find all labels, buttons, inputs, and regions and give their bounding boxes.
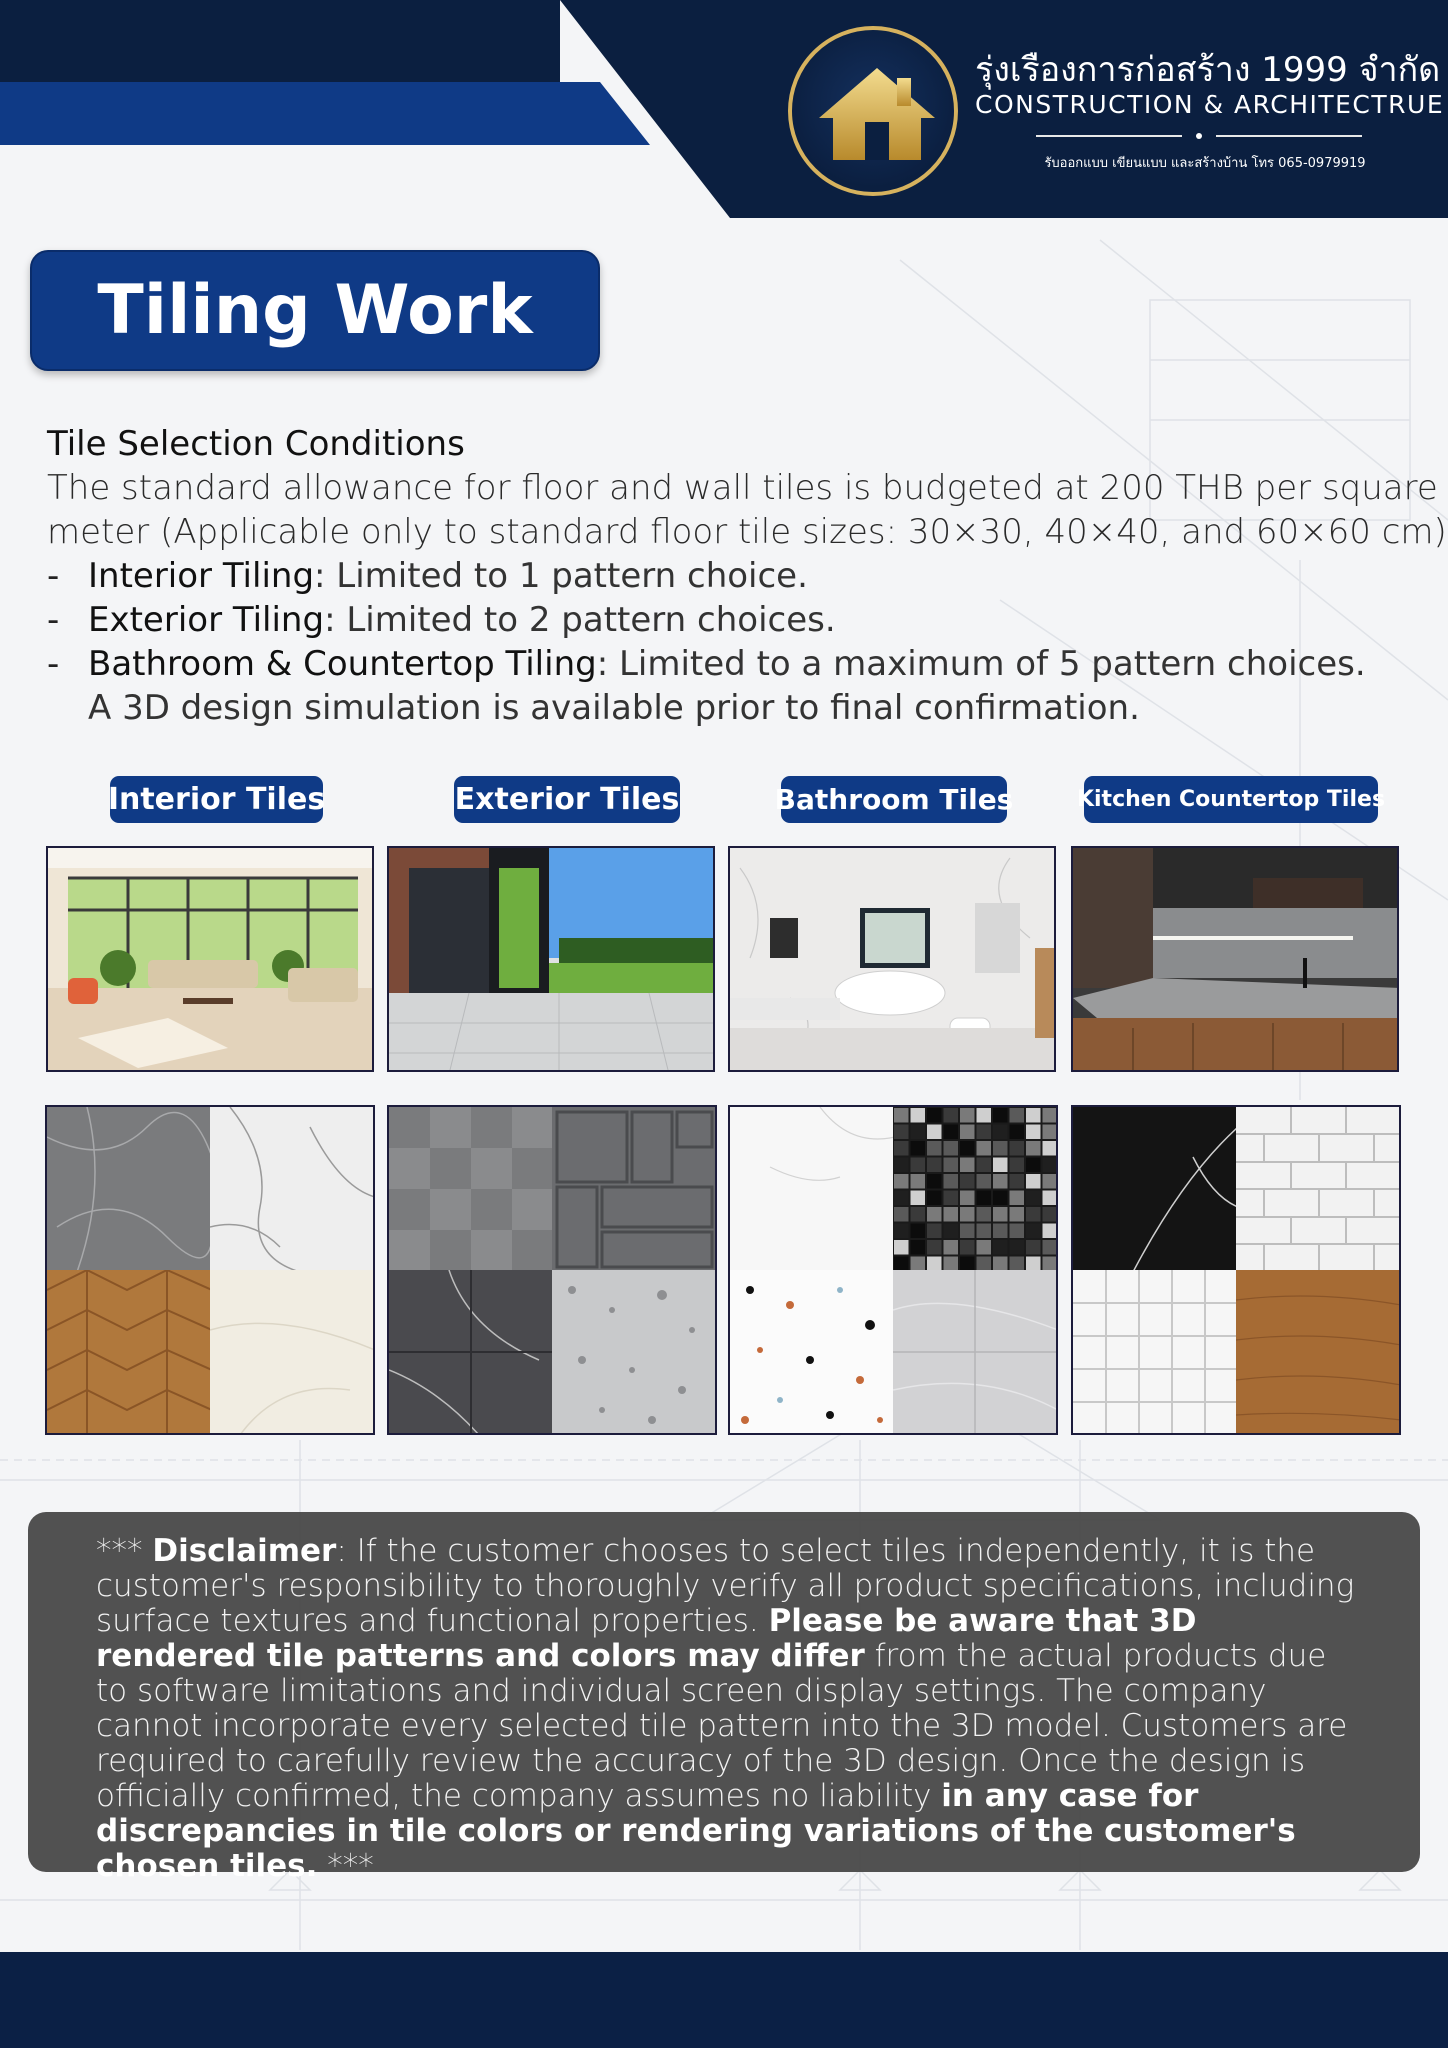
white-veined-tile [730,1107,893,1270]
black-marble-tile [1073,1107,1236,1270]
terrazzo-white-tile [730,1270,893,1433]
grey-marble-tile [47,1107,210,1270]
disclaimer-suffix: *** [317,1848,374,1884]
disclaimer-text-1: : If the customer chooses to select tiles independently, it is the customer's responsibility to thoroughly verify all product specifications, including surface textures and functional properties. [96,1533,1355,1639]
white-subway-tile [1236,1107,1399,1270]
condition-text: : Limited to a maximum of 5 pattern choices. [596,644,1366,684]
bathroom-photo [728,846,1056,1072]
conditions-line-2: meter (Applicable only to standard floor tile sizes: 30×30, 40×40, and 60×60 cm) [47,512,1447,552]
condition-text: : Limited to 2 pattern choices. [324,600,836,640]
bathroom-tile-samples [728,1105,1058,1435]
page-title-box [30,250,600,371]
grey-paver-tile [552,1107,715,1270]
company-name-thai: รุ่งเรืองการก่อสร้าง 1999 จำกัด [975,50,1441,90]
disclaimer-bold-1: Please be aware that 3D rendered tile patterns and colors may differ [96,1603,1197,1674]
disclaimer-label: Disclaimer [152,1533,337,1569]
company-logo [788,26,958,196]
disclaimer-bold-2: in any case for discrepancies in tile colors or rendering variations of the customer's chosen tiles. [96,1778,1296,1884]
terrazzo-grey-tile [552,1270,715,1433]
condition-label: Interior Tiling [88,556,315,596]
condition-label: Bathroom & Countertop Tiling [88,644,597,684]
conditions-line-1: The standard allowance for floor and wall tiles is budgeted at 200 THB per square [47,468,1438,508]
disclaimer-box [28,1512,1420,1884]
footer-bar [0,1952,1448,2048]
condition-label: Exterior Tiling [88,600,325,640]
condition-continuation: A 3D design simulation is available prior to final confirmation. [88,688,1140,728]
header-divider-dot [1196,133,1202,139]
dark-marble-tile [389,1270,552,1433]
disclaimer-text-2: from the actual products due to software limitations and individual screen display settings. The company cannot incorporate every selected tile pattern into the 3D model. Customers are required to carefully review the accuracy of the 3D design. Once the design is officially confirmed, the company assumes no liability [96,1638,1348,1814]
tile-conditions [47,422,1447,730]
category-label-exterior: Exterior Tiles [454,776,680,823]
bullet-dash: - [47,644,60,684]
exterior-tile-samples [387,1105,717,1435]
condition-item [47,598,1427,642]
exterior-patio-photo [387,846,715,1072]
category-label-bathroom: Bathroom Tiles [781,776,1007,823]
white-square-tile [1073,1270,1236,1433]
bullet-dash: - [47,556,60,596]
interior-room-photo [46,846,374,1072]
grey-checker-tile [389,1107,552,1270]
bullet-dash: - [47,600,60,640]
category-label-interior: Interior Tiles [110,776,323,823]
condition-text: : Limited to 1 pattern choice. [314,556,808,596]
company-tagline: รับออกแบบ เขียนแบบ และสร้างบ้าน โทร 065-0979919 [1044,156,1366,171]
condition-item [47,642,1427,686]
wood-grain-tile [1236,1270,1399,1433]
herringbone-wood-tile [47,1270,210,1433]
conditions-heading: Tile Selection Conditions [47,424,465,464]
white-marble-tile [210,1107,373,1270]
header-divider-left [1036,135,1182,137]
header-divider-right [1216,135,1362,137]
interior-tile-samples [45,1105,375,1435]
black-mosaic-tile [893,1107,1056,1270]
house-icon [817,60,937,170]
condition-item [47,554,1427,598]
kitchen-tile-samples [1071,1105,1401,1435]
light-grey-stone-tile [893,1270,1056,1433]
cream-marble-tile [210,1270,373,1433]
category-label-kitchen: Kitchen Countertop Tiles [1084,776,1378,823]
disclaimer-prefix: *** [96,1533,153,1569]
company-name-english: CONSTRUCTION & ARCHITECTRUE [975,90,1445,119]
page-title: Tiling Work [97,271,533,350]
kitchen-photo [1071,846,1399,1072]
